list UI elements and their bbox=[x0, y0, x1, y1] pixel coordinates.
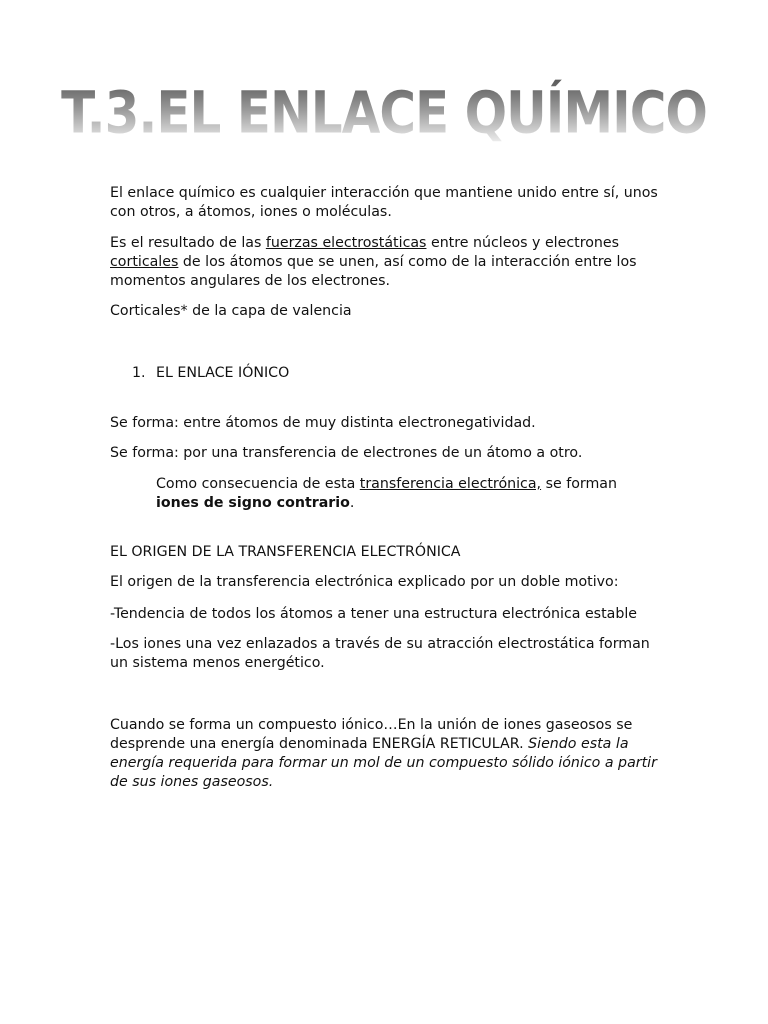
fuerzas-electrostaticas-link[interactable]: fuerzas electrostáticas bbox=[265, 235, 427, 251]
intro-paragraph-2 bbox=[110, 234, 670, 291]
ionic-consequence-text-a: Como consecuencia de esta bbox=[156, 476, 360, 492]
ionic-paragraph-2: Se forma: por una transferencia de electrones de un átomo a otro. bbox=[110, 445, 583, 461]
document-title: T.3.EL ENLACE QUÍMICO bbox=[0, 80, 768, 147]
section-1-heading-text: EL ENLACE IÓNICO bbox=[156, 365, 290, 381]
section-1-heading bbox=[132, 364, 692, 383]
origin-heading: EL ORIGEN DE LA TRANSFERENCIA ELECTRÓNICA bbox=[110, 544, 461, 560]
ionic-paragraph-1: Se forma: entre átomos de muy distinta electronegatividad. bbox=[110, 415, 536, 431]
lattice-energy-definition-italic: Siendo esta la energía requerida para formar un mol de un compuesto sólido iónico a partir de sus iones gaseosos. bbox=[110, 736, 657, 790]
ionic-consequence-text-c: . bbox=[349, 495, 355, 511]
corticales-link[interactable]: corticales bbox=[110, 254, 179, 270]
intro-paragraph-2-text-b: entre núcleos y electrones bbox=[426, 235, 620, 251]
section-1-number: 1. bbox=[132, 365, 146, 381]
intro-paragraph-2-text-c: de los átomos que se unen, así como de la interacción entre los momentos angulares de los electrones. bbox=[110, 254, 637, 289]
ionic-consequence-paragraph bbox=[156, 475, 656, 513]
ionic-consequence-text-b: se forman bbox=[541, 476, 617, 492]
intro-paragraph-2-text-a: Es el resultado de las bbox=[110, 235, 266, 251]
corticales-note: Corticales* de la capa de valencia bbox=[110, 303, 352, 319]
iones-signo-contrario-bold: iones de signo contrario bbox=[156, 495, 350, 511]
intro-paragraph-1: El enlace químico es cualquier interacción que mantiene unido entre sí, unos con otros, a átomos, iones o moléculas. bbox=[110, 185, 658, 220]
lattice-energy-text: Cuando se forma un compuesto iónico…En la unión de iones gaseosos se desprende una energía denominada ENERGÍA RETICULAR. bbox=[110, 717, 633, 752]
origin-paragraph-2: -Tendencia de todos los átomos a tener una estructura electrónica estable bbox=[110, 606, 637, 622]
origin-paragraph-3: -Los iones una vez enlazados a través de su atracción electrostática forman un sistema menos energético. bbox=[110, 636, 650, 671]
origin-paragraph-1: El origen de la transferencia electrónica explicado por un doble motivo: bbox=[110, 574, 619, 590]
transferencia-electronica-link[interactable]: transferencia electrónica, bbox=[359, 476, 542, 492]
lattice-energy-paragraph bbox=[110, 716, 670, 792]
